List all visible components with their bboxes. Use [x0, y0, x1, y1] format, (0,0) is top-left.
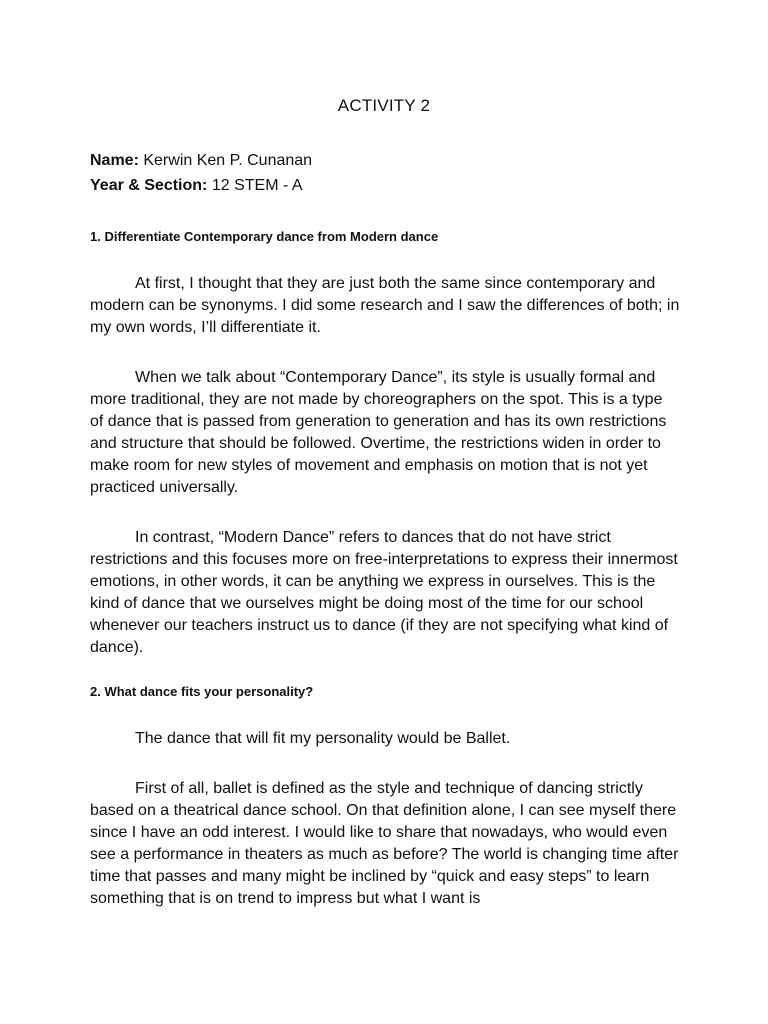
- name-value: Kerwin Ken P. Cunanan: [143, 152, 313, 169]
- name-label: Name:: [90, 152, 139, 169]
- answer-1-paragraph-3: In contrast, “Modern Dance” refers to dances that do not have strict restrictions and this focuses more on free-interpretations to express their innermost emotions, in other words, it can be anything we express in ourselves. This is the kind of dance that we ourselves might be doing most of the time for our school whenever our teachers instruct us to dance (if they are not specifying what kind of dance).: [90, 529, 678, 656]
- answer-1-paragraph-1: At first, I thought that they are just both the same since contemporary and modern can be synonyms. I did some research and I saw the differences of both; in my own words, I’ll differentiate it.: [90, 275, 680, 336]
- section-label: Year & Section:: [90, 177, 208, 194]
- page-title: ACTIVITY 2: [337, 96, 431, 115]
- answer-1-paragraph-2: When we talk about “Contemporary Dance”, its style is usually formal and more traditional, they are not made by choreographers on the spot. This is a type of dance that is passed from generation to generation and has its own restrictions and structure that should be followed. Overtime, the restrictions widen in order to make room for new styles of movement and emphasis on motion that is not yet practiced universally.: [90, 369, 667, 496]
- question-2-heading: 2. What dance fits your personality?: [90, 684, 314, 699]
- section-value: 12 STEM - A: [211, 177, 303, 194]
- student-name-line: [90, 152, 312, 170]
- answer-2-paragraph-1: The dance that will fit my personality would be Ballet.: [135, 730, 511, 747]
- year-section-line: [90, 177, 303, 195]
- answer-2-paragraph-2: First of all, ballet is defined as the style and technique of dancing strictly based on a theatrical dance school. On that definition alone, I can see myself there since I have an odd interest. I would like to share that nowadays, who would even see a performance in theaters as much as before? The world is changing time after time that passes and many might be inclined by “quick and easy steps” to learn something that is on trend to impress but what I want is: [90, 780, 679, 907]
- question-1-heading: 1. Differentiate Contemporary dance from Modern dance: [90, 229, 439, 244]
